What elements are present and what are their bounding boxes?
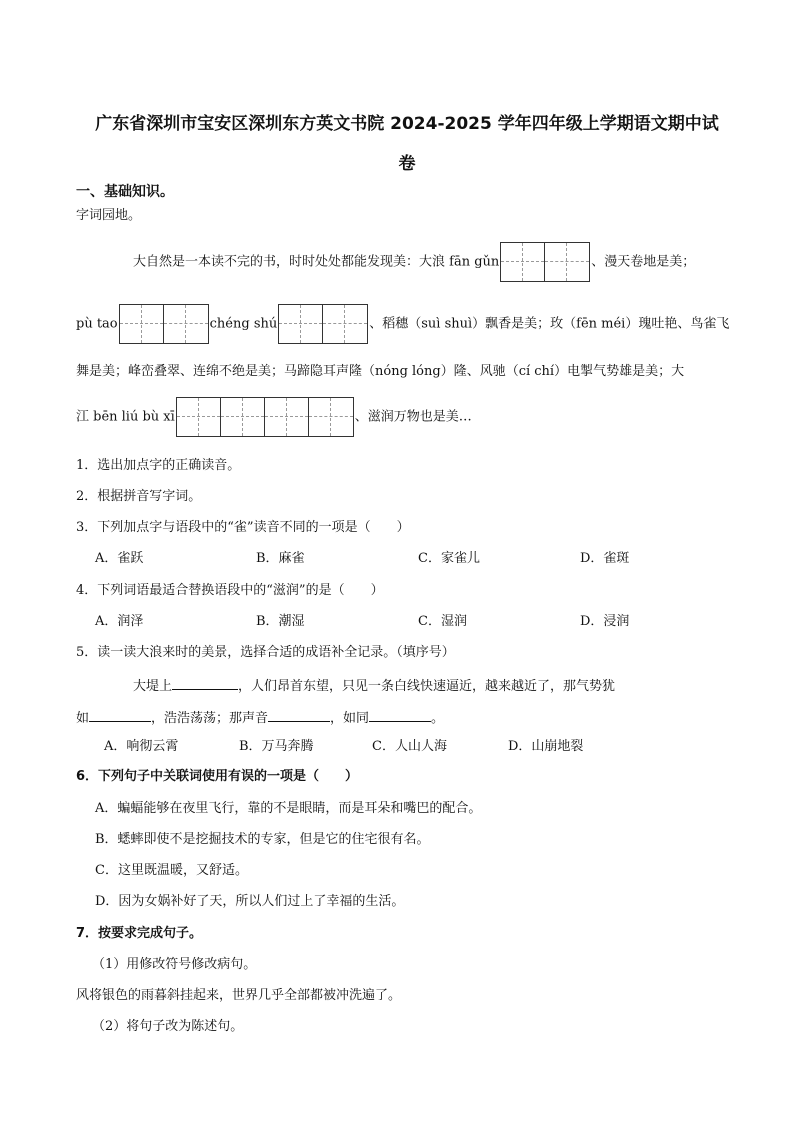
pinyin-putao: pù tao [76,316,118,332]
q7-part-1: （1）用修改符号修改病句。 [92,957,257,972]
q5-text: 如 [76,711,90,726]
pinyin-benliubuxi: 江 bēn liú bù xī [76,409,175,425]
q7-part-2: （2）将句子改为陈述句。 [92,1019,244,1034]
exam-title-line1: 广东省深圳市宝安区深圳东方英文书院 2024-2025 学年四年级上学期语文期中试 [95,114,719,134]
passage-text: 大自然是一本读不完的书，时时处处都能发现美：大浪 fān gǔn [133,254,500,270]
question-7: 7．按要求完成句子。 [76,926,203,941]
passage-text: 、稻穗（suì shuì）飘香是美；玫（fēn méi）瑰吐艳、鸟雀飞 [369,316,730,332]
passage-line-4 [76,397,472,438]
q5-blank-2[interactable] [89,707,151,722]
q5-text: ，浩浩荡荡；那声音 [151,711,269,726]
q5-line-2 [76,707,444,729]
question-5: 5．读一读大浪来时的美景，选择合适的成语补全记录。（填序号） [76,645,455,660]
q4-option-c[interactable]: C．湿润 [418,614,467,629]
q5-option-a[interactable]: A．响彻云霄 [104,739,179,754]
q5-text: ，人们昂首东望，只见一条白线快速逼近，越来越近了，那气势犹 [238,679,616,694]
q4-option-a[interactable]: A．润泽 [95,614,144,629]
passage-line-3: 舞是美；峰峦叠翠、连绵不绝是美；马蹄隐耳声隆（nóng lóng）隆、风驰（cí chí）电掣气势雄是美；大 [76,364,685,379]
q5-option-d[interactable]: D．山崩地裂 [508,739,584,754]
q6-option-a[interactable]: A．蝙蝠能够在夜里飞行，靠的不是眼睛，而是耳朵和嘴巴的配合。 [95,801,482,816]
q5-blank-3[interactable] [268,707,330,722]
q3-option-d[interactable]: D．雀斑 [580,551,630,566]
writing-grid-fangun[interactable] [500,242,590,282]
question-1: 1．选出加点字的正确读音。 [76,458,241,473]
question-2: 2．根据拼音写字词。 [76,489,202,504]
q3-option-b[interactable]: B．麻雀 [256,551,305,566]
q6-option-c[interactable]: C．这里既温暖，又舒适。 [95,863,248,878]
passage-line-1 [133,242,695,283]
q5-text: ，如同 [330,711,370,726]
q5-blank-1[interactable] [172,675,238,690]
exam-title [60,104,754,184]
q6-option-b[interactable]: B．蟋蟀即使不是挖掘技术的专家，但是它的住宅很有名。 [95,832,430,847]
passage-text: 、漫天卷地是美； [591,254,696,270]
writing-grid-benliubuxi[interactable] [176,397,354,437]
q5-blank-4[interactable] [369,707,431,722]
q5-text: 大堤上 [133,679,173,694]
q3-option-a[interactable]: A．雀跃 [95,551,144,566]
exam-title-line2: 卷 [398,154,416,174]
passage-text: 、滋润万物也是美… [354,409,472,425]
section-subheading: 字词园地。 [76,208,142,223]
question-4: 4．下列词语最适合替换语段中的“滋润”的是（ ） [76,583,384,598]
writing-grid-putao[interactable] [119,304,209,344]
q5-option-b[interactable]: B．万马奔腾 [239,739,314,754]
q3-option-c[interactable]: C．家雀儿 [418,551,480,566]
q4-option-b[interactable]: B．潮湿 [256,614,305,629]
question-6: 6．下列句子中关联词使用有误的一项是（ ） [76,769,359,784]
q5-line-1 [133,675,615,697]
section-heading: 一、基础知识。 [76,184,174,200]
q4-option-d[interactable]: D．浸润 [580,614,630,629]
passage-line-2 [76,304,729,345]
q5-text: 。 [431,711,445,726]
q5-option-c[interactable]: C．人山人海 [372,739,447,754]
q7-part-1-sentence: 风将银色的雨暮斜挂起来，世界几乎全部都被冲洗遍了。 [76,988,402,1003]
question-3: 3．下列加点字与语段中的“雀”读音不同的一项是（ ） [76,520,410,535]
pinyin-chengshu: chéng shú [209,316,278,332]
writing-grid-chengshu[interactable] [278,304,368,344]
q6-option-d[interactable]: D．因为女娲补好了天，所以人们过上了幸福的生活。 [95,894,405,909]
